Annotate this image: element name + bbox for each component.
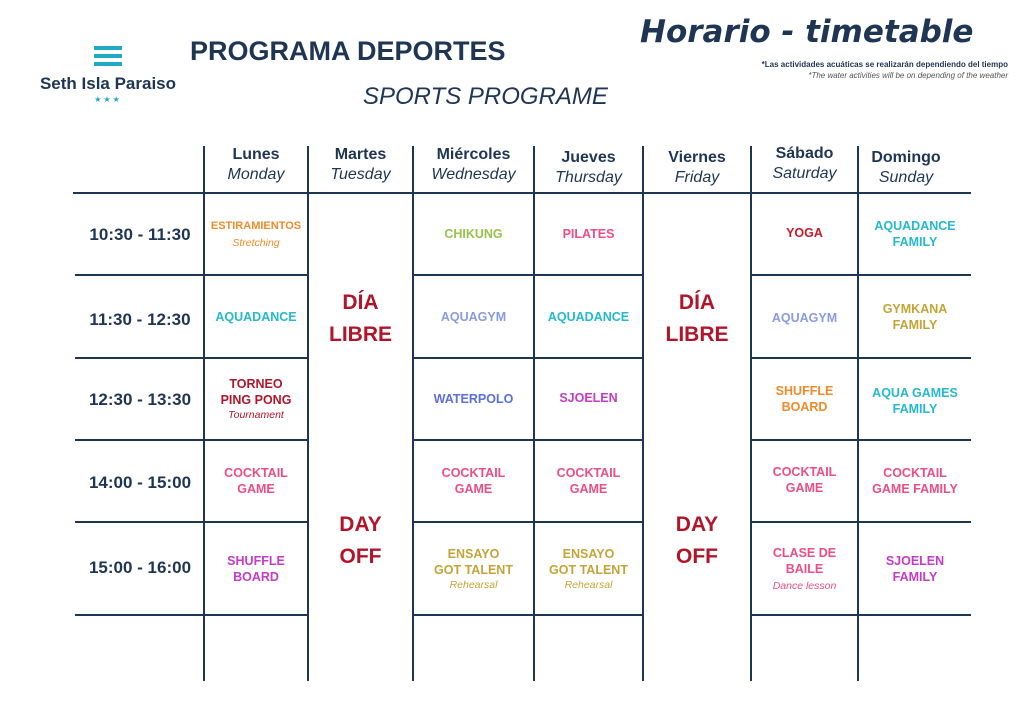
day-header-sunday	[857, 149, 955, 187]
activity-cell-mon-5	[205, 523, 307, 614]
activity-name: COCKTAIL	[441, 466, 506, 480]
activity-name-line2: BAILE	[785, 561, 824, 576]
weather-note-en: *The water activities will be on depending of the weather	[808, 71, 1008, 80]
activity-cell-sat-3	[752, 359, 857, 439]
activity-name-line2: GAME FAMILY	[872, 482, 958, 496]
free-day-text: DAY	[339, 513, 382, 536]
day-name-en: Thursday	[555, 169, 622, 186]
day-name: Martes	[334, 146, 387, 163]
activity-name: YOGA	[786, 226, 823, 240]
day-name-en: Monday	[227, 166, 285, 183]
activity-name: COCKTAIL	[556, 466, 621, 480]
free-day-text: OFF	[339, 545, 382, 568]
activity-name-line2: FAMILY	[892, 402, 938, 416]
activity-name: GYMKANA	[882, 301, 948, 316]
day-name: Miércoles	[436, 146, 511, 163]
activity-cell-sat-2	[752, 276, 857, 359]
activity-name: SJOELEN	[885, 553, 945, 568]
brand-stars: ★★★	[94, 95, 122, 104]
activity-cell-mon-4	[205, 441, 307, 521]
activity-subtitle: Rehearsal	[564, 578, 613, 591]
activity-name-line2: FAMILY	[892, 569, 938, 584]
activity-cell-thu-2	[535, 276, 642, 357]
activity-name: ENSAYO	[562, 546, 615, 561]
time-slot-label: 15:00 - 16:00	[88, 558, 192, 577]
free-day-text: OFF	[676, 545, 718, 568]
day-header-thursday	[533, 149, 644, 187]
activity-name: SJOELEN	[559, 391, 618, 405]
activity-name-line2: BOARD	[781, 400, 828, 414]
activity-cell-sun-4	[859, 441, 971, 521]
activity-name: ENSAYO	[447, 546, 500, 561]
brand-name: Seth Isla Paraiso	[39, 74, 177, 93]
free-day-text: LIBRE	[329, 323, 392, 346]
time-slot-label: 10:30 - 11:30	[89, 225, 191, 244]
activity-name: AQUADANCE	[215, 309, 297, 324]
grid-line	[75, 614, 309, 616]
day-name: Viernes	[668, 149, 726, 166]
activity-cell-sun-5	[859, 523, 971, 614]
activity-subtitle: Stretching	[232, 237, 280, 249]
activity-name: COCKTAIL	[883, 466, 947, 480]
activity-cell-mon-1	[205, 194, 307, 274]
day-name: Sábado	[775, 145, 834, 162]
activity-name: COCKTAIL	[772, 465, 837, 479]
day-header-wednesday	[412, 146, 535, 184]
activity-name: CLASE DE	[772, 545, 837, 560]
activity-name: CHIKUNG	[444, 227, 503, 241]
activity-cell-mon-3	[205, 359, 307, 439]
activity-name-line2: FAMILY	[892, 235, 938, 249]
friday-free-day-es	[642, 287, 752, 351]
activity-name-line2: BOARD	[233, 569, 279, 584]
day-name-en: Wednesday	[431, 166, 516, 183]
activity-cell-sun-2	[859, 276, 971, 357]
activity-cell-wed-2	[414, 276, 533, 357]
day-name-en: Saturday	[772, 165, 837, 182]
free-day-text: DAY	[675, 513, 719, 536]
activity-subtitle: Tournament	[228, 409, 284, 421]
activity-name-line2: GOT TALENT	[434, 562, 513, 577]
activity-name: WATERPOLO	[433, 392, 514, 406]
activity-name: SHUFFLE	[227, 553, 285, 568]
free-day-text: LIBRE	[665, 323, 729, 346]
page-subtitle: SPORTS PROGRAME	[363, 83, 608, 110]
activity-cell-thu-1	[535, 194, 642, 274]
day-header-friday	[642, 149, 752, 187]
day-header-tuesday	[307, 146, 414, 184]
activity-cell-thu-4	[535, 441, 642, 521]
activity-cell-sun-3	[859, 359, 971, 443]
day-name-en: Sunday	[878, 169, 934, 186]
activity-name: AQUADANCE	[874, 219, 956, 233]
activity-name-line2: PING PONG	[220, 393, 292, 407]
free-day-text: DÍA	[678, 291, 716, 314]
activity-name: AQUAGYM	[440, 309, 507, 324]
weather-note-es: *Las actividades acuáticas se realizarán dependiendo del tiempo	[761, 60, 1008, 69]
activity-cell-wed-5	[414, 523, 533, 614]
activity-name: TORNEO	[229, 377, 283, 391]
activity-name: AQUADANCE	[547, 309, 630, 324]
timetable-heading: Horario - timetable	[640, 14, 974, 50]
activity-cell-sat-5	[752, 523, 857, 614]
time-slot-label: 12:30 - 13:30	[88, 390, 192, 409]
grid-line	[412, 614, 644, 616]
activity-cell-thu-5	[535, 523, 642, 614]
activity-name: AQUAGYM	[771, 310, 838, 325]
tuesday-free-day-en	[307, 509, 414, 573]
activity-name-line2: FAMILY	[892, 317, 938, 332]
activity-cell-sun-1	[859, 194, 971, 274]
activity-name-line2: GAME	[454, 482, 493, 496]
free-day-text: DÍA	[342, 291, 379, 314]
activity-subtitle: Dance lesson	[772, 579, 837, 592]
day-name-en: Friday	[674, 169, 720, 186]
page-title: PROGRAMA DEPORTES	[190, 36, 506, 66]
activity-subtitle: Rehearsal	[449, 578, 498, 591]
activity-cell-sat-4	[752, 441, 857, 519]
day-name: Domingo	[871, 149, 941, 166]
activity-name: AQUA GAMES	[872, 386, 958, 400]
activity-name-line2: GAME	[569, 482, 608, 496]
activity-name-line2: GAME	[237, 482, 275, 496]
activity-cell-mon-2	[205, 276, 307, 357]
grid-line	[750, 614, 971, 616]
activity-name: COCKTAIL	[224, 466, 288, 480]
day-name: Jueves	[561, 149, 616, 166]
activity-name: ESTIRAMIENTOS	[210, 220, 302, 232]
tuesday-free-day-es	[307, 287, 414, 351]
activity-cell-wed-1	[414, 194, 533, 274]
activity-cell-sat-1	[752, 194, 857, 272]
time-slot-label: 14:00 - 15:00	[88, 473, 192, 492]
activity-name-line2: GAME	[785, 481, 824, 495]
activity-cell-wed-3	[414, 359, 533, 439]
day-name-en: Tuesday	[330, 166, 391, 183]
activity-cell-wed-4	[414, 441, 533, 521]
friday-free-day-en	[642, 509, 752, 573]
activity-name: PILATES	[562, 227, 615, 241]
day-header-saturday	[750, 145, 859, 183]
time-slot-label: 11:30 - 12:30	[89, 310, 191, 329]
activity-name-line2: GOT TALENT	[549, 562, 628, 577]
day-header-monday	[203, 146, 309, 184]
grid-line	[307, 146, 309, 681]
grid-line	[642, 146, 644, 681]
activity-name: SHUFFLE	[775, 384, 834, 398]
activity-cell-thu-3	[535, 359, 642, 437]
day-name: Lunes	[232, 146, 280, 163]
